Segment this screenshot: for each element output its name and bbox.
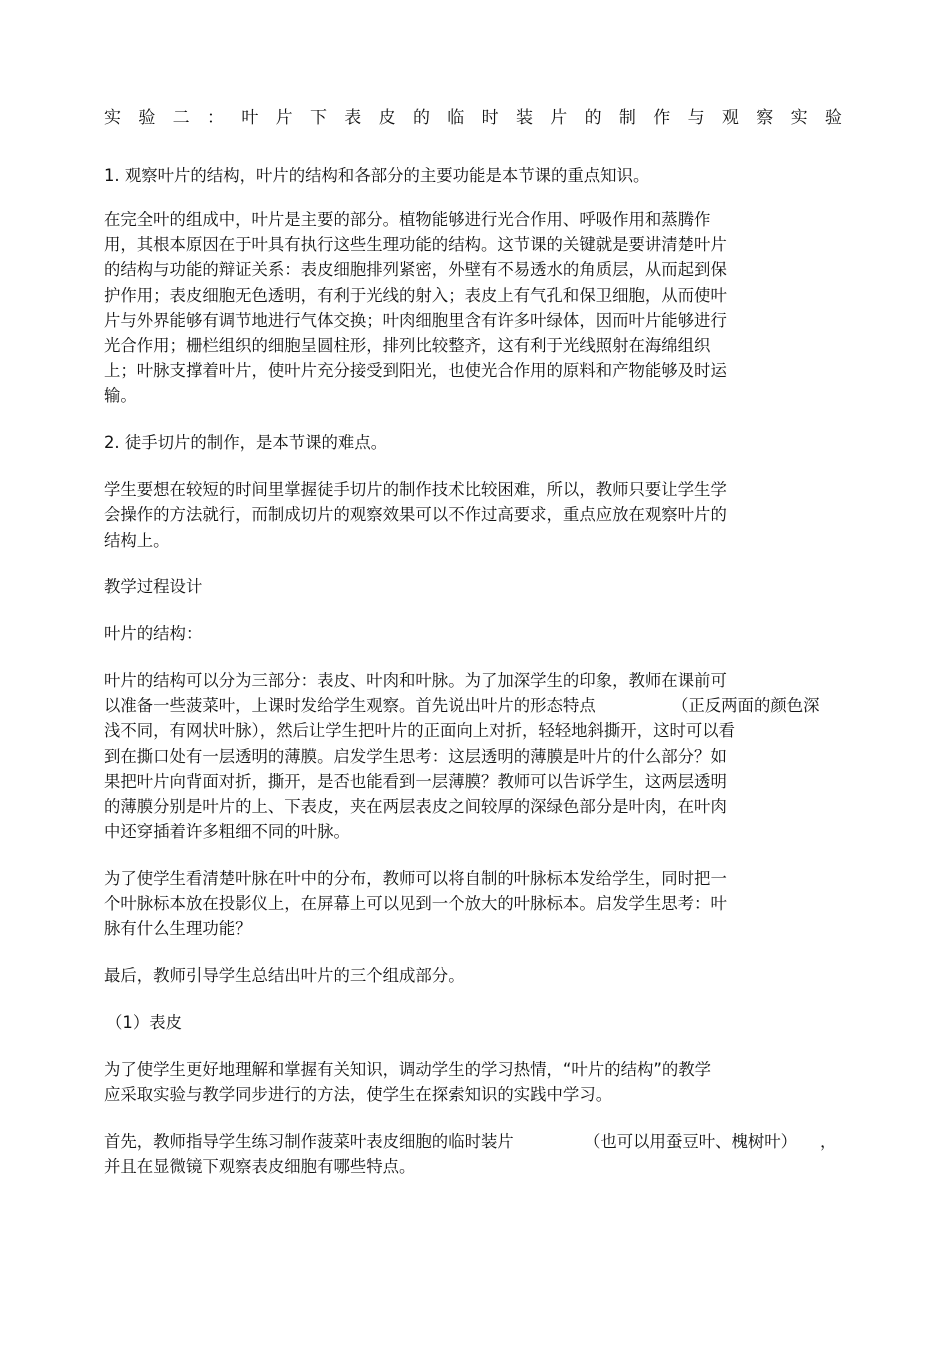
- title-char: 皮: [378, 108, 396, 128]
- text-line: 结构上。: [104, 531, 170, 550]
- text-line: 学生要想在较短的时间里掌握徒手切片的制作技术比较困难，所以，教师只要让学生学: [104, 480, 727, 499]
- text-line: 为了使学生更好地理解和掌握有关知识，调动学生的学习热情，“叶片的结构”的教学: [104, 1060, 712, 1079]
- text-line: ，: [820, 1132, 837, 1151]
- text-line: 以准备一些菠菜叶，上课时发给学生观察。首先说出叶片的形态特点: [104, 696, 596, 715]
- title-char: 与: [687, 108, 705, 128]
- title-char: 片: [275, 108, 293, 128]
- text-line: 浅不同，有网状叶脉），然后让学生把叶片的正面向上对折，轻轻地斜撕开，这时可以看: [104, 721, 736, 740]
- title-char: 时: [481, 108, 499, 128]
- title-char: 的: [412, 108, 430, 128]
- title-char: 二: [172, 108, 190, 128]
- text-line: 用，其根本原因在于叶具有执行这些生理功能的结构。这节课的关键就是要讲清楚叶片: [104, 235, 727, 254]
- text-line: 会操作的方法就行，而制成切片的观察效果可以不作过高要求，重点应放在观察叶片的: [104, 505, 727, 524]
- text-line: （正反两面的颜色深: [672, 696, 820, 715]
- text-line: 的结构与功能的辩证关系：表皮细胞排列紧密，外壁有不易透水的角质层，从而起到保: [104, 260, 727, 279]
- title-char: 实: [790, 108, 808, 128]
- heading-teaching-design: 教学过程设计: [104, 577, 203, 596]
- title-char: 下: [309, 108, 327, 128]
- title-char: 察: [756, 108, 774, 128]
- text-line: 并且在显微镜下观察表皮细胞有哪些特点。: [104, 1157, 416, 1176]
- text-line: 护作用；表皮细胞无色透明，有利于光线的射入；表皮上有气孔和保卫细胞，从而使叶: [104, 286, 727, 305]
- text-line: 的薄膜分别是叶片的上、下表皮，夹在两层表皮之间较厚的深绿色部分是叶肉，在叶肉: [104, 797, 727, 816]
- title-char: 表: [344, 108, 362, 128]
- text-line: 首先，教师指导学生练习制作菠菜叶表皮细胞的临时装片: [104, 1132, 514, 1151]
- heading-leaf-structure: 叶片的结构：: [104, 624, 203, 643]
- section-heading-2: 2. 徒手切片的制作，是本节课的难点。: [104, 433, 388, 452]
- section-heading-1: 1. 观察叶片的结构，叶片的结构和各部分的主要功能是本节课的重点知识。: [104, 166, 650, 185]
- title-char: 临: [447, 108, 465, 128]
- title-char: 制: [618, 108, 636, 128]
- title-char: 作: [653, 108, 671, 128]
- text-line: 为了使学生看清楚叶脉在叶中的分布，教师可以将自制的叶脉标本发给学生，同时把一: [104, 869, 727, 888]
- text-line: 果把叶片向背面对折，撕开，是否也能看到一层薄膜？教师可以告诉学生，这两层透明: [104, 772, 727, 791]
- text-line: 个叶脉标本放在投影仪上，在屏幕上可以见到一个放大的叶脉标本。启发学生思考：叶: [104, 894, 727, 913]
- text-line: 在完全叶的组成中，叶片是主要的部分。植物能够进行光合作用、呼吸作用和蒸腾作: [104, 210, 711, 229]
- title-char: 叶: [241, 108, 259, 128]
- text-line: 叶片的结构可以分为三部分：表皮、叶肉和叶脉。为了加深学生的印象，教师在课前可: [104, 671, 727, 690]
- title-char: 验: [824, 108, 842, 128]
- text-line: 光合作用；栅栏组织的细胞呈圆柱形，排列比较整齐，这有利于光线照射在海绵组织: [104, 336, 711, 355]
- title-char: 装: [515, 108, 533, 128]
- title-char: 观: [721, 108, 739, 128]
- heading-epidermis: （1）表皮: [106, 1013, 182, 1032]
- document-title: [104, 106, 842, 130]
- paragraph-summary: 最后，教师引导学生总结出叶片的三个组成部分。: [104, 966, 465, 985]
- text-line: 片与外界能够有调节地进行气体交换；叶肉细胞里含有许多叶绿体，因而叶片能够进行: [104, 311, 727, 330]
- title-char: 的: [584, 108, 602, 128]
- title-char: 实: [104, 108, 121, 128]
- title-char: ：: [206, 108, 224, 128]
- text-line: 输。: [104, 386, 137, 405]
- text-line: （也可以用蚕豆叶、槐树叶）: [584, 1132, 798, 1151]
- title-char: 片: [550, 108, 568, 128]
- text-line: 中还穿插着许多粗细不同的叶脉。: [104, 822, 350, 841]
- text-line: 脉有什么生理功能？: [104, 919, 252, 938]
- title-char: 验: [138, 108, 156, 128]
- text-line: 上；叶脉支撑着叶片，使叶片充分接受到阳光，也使光合作用的原料和产物能够及时运: [104, 361, 727, 380]
- text-line: 到在撕口处有一层透明的薄膜。启发学生思考：这层透明的薄膜是叶片的什么部分？如: [104, 747, 727, 766]
- text-line: 应采取实验与教学同步进行的方法，使学生在探索知识的实践中学习。: [104, 1085, 613, 1104]
